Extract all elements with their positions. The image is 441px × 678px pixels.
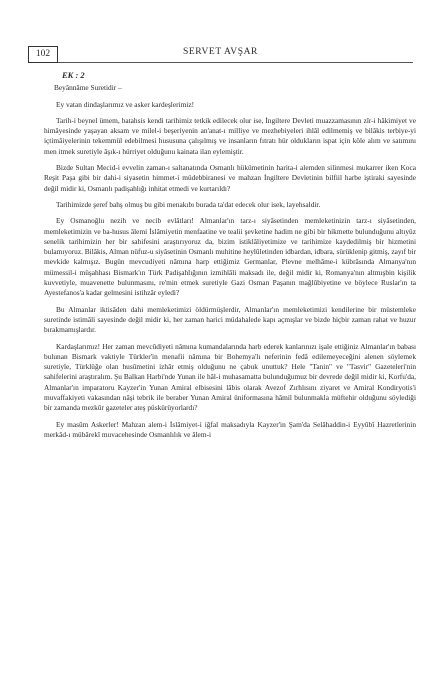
paragraph: Ey masûm Askerler! Mahzan alem-i İslâmiyet-i iğfal maksadıyla Kayzer'in Şam'da Selâhaddin-i Eyyûbî Hazretlerinin merkâd-ı mübârekî muvacehesinde Osmanlılık ve âlem-i	[44, 419, 416, 439]
paragraph: Ey vatan dindaşlarımız ve asker kardeşlerimiz!	[56, 99, 195, 109]
paragraph: Bizde Sultan Mecid-i evvelin zaman-ı saltanatında Osmanlı hükümetinin harita-i alemden silinmesi mukarrer iken Koca Reşit Paşa gibi bir dahi-i siyasetin himmet-i müdebbiranesi ve mahzan İngiltere Devletinin bilfiil harbe iştiraki sayesinde değil midir ki, Osmanlı padişahlığı inhitat etmedi ve kurtarıldı?	[44, 163, 416, 193]
document-body	[44, 70, 416, 446]
page-number: 102	[28, 46, 58, 63]
header-rule	[58, 62, 413, 63]
appendix-label: EK : 2	[62, 70, 85, 80]
running-title: SERVET AVŞAR	[183, 47, 258, 57]
paragraph: Bu Almanlar iktisâden dahi memleketimizi öldürmüşlerdir, Almanlar'ın memleketimizi kendilerine bir müstemleke suretinde istimâli sayesinde değil midir ki, her zaman harici müdahalede kapı açmışlar ve bizde hiçbir zaman rahat ve huzur bırakmamışlardır.	[44, 304, 416, 335]
paragraph: Tarih-i beynel ümem, batahsis kendi tarihimiz tetkik edilecek olur ise, İngiltere Devleti muazzamasının zîr-i hâkimiyet ve himâyesinde yaşayan aksam ve milel-i beşeriyenin an'anat-ı milliye ve mezhebiyeleri ihlâl edilmemiş ve bilâkis terbiye-yi içtimâiyelerinin tekemmül edebilmesi hususuna çalışılmış ve insanların fıtratı hür oldukların ispat için köle alım ve satımını men itmek suretiyle âşık-ı hürriyet olduğunu kainata ilan eylemiştir.	[44, 115, 416, 156]
page-header	[28, 46, 413, 64]
paragraph: Ey Osmanoğlu nezih ve necib evlâtları! Almanlar'ın tarz-ı siyâsetinden memleketinizin tarz-ı siyâsetinden, memleketimizin ve ba-husus âlemi İslâmiyetin menfaatine ve tealii şevketine hadim ne gibi bir hikmette bulunduğunu altıyüz senelik tarihimizin her bir sahifesini araştırıyoruz da, bizim istiklâliyetimize ve tarihimize kaydedilmiş bir hizmetini bulamıyoruz. Bilâkis, Alman nüfuz-u siyâsetinin Osmanlı muhitine heylûletinden idbardan, idbara, sürüklenip gitmiş, zayıf bir mevkide kalmışız. Bugün mevcudiyeti nâmına harp ettiğimiz Germanlar, Plevne melhâme-i kübrâsında Almanya'nın mümessil-i müşahhası Bismark'ın Türk Padişahlığının izmihlâli maksadı ile, değil midir ki, Romanya'nın altmışbin kişilik kuvvetiyle, muavenette bulunmasını, re'min etmek suretiyle Gazi Osman Paşanın mağlûbiyetine ve böylece Ruslar'ın ta Ayestefanos'a kadar gelmesini istihzâr eyledi?	[44, 216, 417, 298]
paragraph: Tarihimizde şeref bahş olmuş bu gibi menakıbı burada ta'dat edecek olur isek, layehsaldir.	[56, 199, 321, 209]
paragraph: Kardaşlarımız! Her zaman mevcûdiyeti nâmına kumandalarında harb ederek kanlarınızı işale ettiğiniz Almanlar'ın babası bulunan Bismark vaktiyle Türkler'in menafii nâmına bir Bohemya'lı neferinin fedâ edilemeyeceğini alenen söylemek suretiyle, Türklüğe olan husûmetini izhâr etmiş olduğunu ne çabuk unuttuk? Hele "Tanin" ve "Tasvir" Gazeteleri'nin sahifelerini araştıralım. Şu Balkan Harbi'nde Yunan ile hâl-i muhasamatta bulunduğumuz bir devrede değil midir ki, Korfu'da, Almanlar'ın imparatoru Kayzer'in Yunan Amiral elbisesini lâbis olarak Avezof Zırhlısını ziyaret ve Amiral Kondiryotis'i muvaffakiyeti vakasından nâşi tebrik ile beraber Yunan Amiral üniformasına hâmil bulunmakla müftehir olduğunu söylediği bir zamanda mezkûr gazeteler ateş püskürüyorlardı?	[44, 341, 416, 413]
document-subtitle: Beyânnâme Suretidir –	[54, 83, 122, 93]
